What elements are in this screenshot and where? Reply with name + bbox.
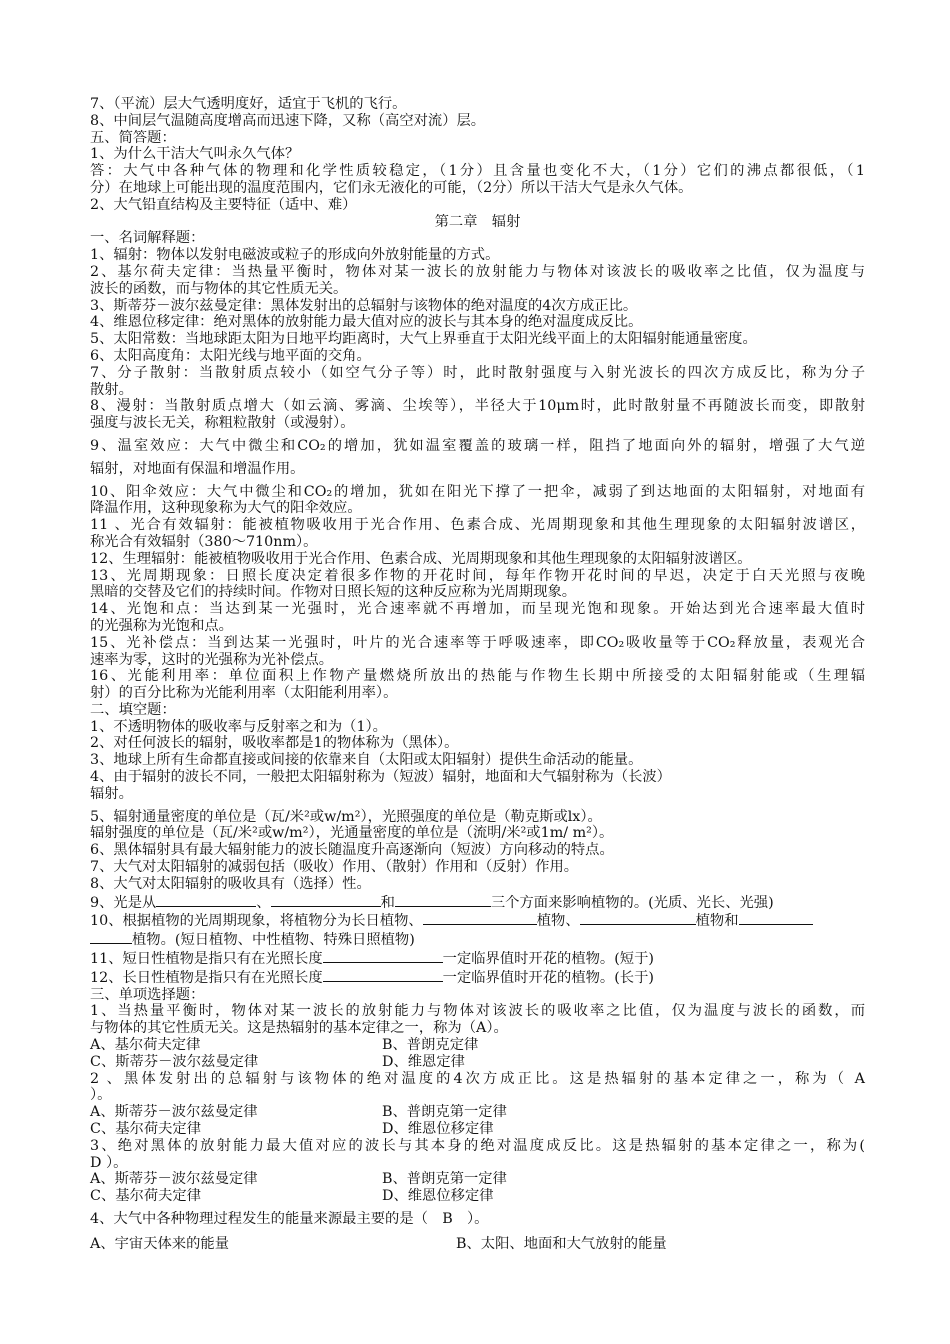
question-line: ）。 [90, 1087, 112, 1104]
definition-line: 强度与波长无关，称粗粒散射（或漫射）。 [90, 415, 355, 432]
chapter-title: 第二章 辐射 [434, 213, 521, 230]
question-line: D ）。 [90, 1154, 128, 1171]
line-text: 植物、 [536, 913, 580, 930]
question: 2、大气铅直结构及主要特征（适中、难） [90, 196, 357, 213]
line-text: 植物和 [695, 913, 739, 930]
definition-line: 速率为零，这时的光强称为光补偿点。 [90, 651, 334, 668]
option-d: D、维恩定律 [382, 1053, 465, 1070]
question-line: 4、大气中各种物理过程发生的能量来源最主要的是（ B ）。 [90, 1211, 489, 1227]
text-line: 7、（平流）层大气透明度好，适宜于飞机的飞行。 [90, 96, 407, 112]
definition-line: 2、基尔荷夫定律：当热量平衡时，物体对某一波长的放射能力与物体对该波长的吸收率之比值，仅为温度与 [90, 263, 865, 280]
option-c: C、基尔荷夫定律 [90, 1121, 202, 1138]
definition-line: 黑暗的交替及它们的持续时间。作物对日照长短的这种反应称为光周期现象。 [90, 584, 577, 601]
fill-blank-line: 7、大气对太阳辐射的减弱包括（吸收）作用、（散射）作用和（反射）作用。 [90, 859, 579, 876]
line-text: 、 [256, 894, 271, 911]
question-line: 与物体的其它性质无关。这是热辐射的基本定律之一，称为（A）。 [90, 1020, 508, 1037]
answer-blank [271, 893, 381, 907]
definition-line: 5、太阳常数：当地球距太阳为日地平均距离时，大气上界垂直于太阳光线平面上的太阳辐射能通量密度。 [90, 331, 757, 348]
answer-blank [423, 911, 537, 925]
definition-line: 15、光补偿点：当到达某一光强时，叶片的光合速率等于呼吸速率，即CO₂吸收量等于CO₂释放量，表观光合 [90, 634, 865, 651]
definition-line: 射）的百分比称为光能利用率（太阳能利用率）。 [90, 685, 398, 702]
option-b: B、太阳、地面和大气放射的能量 [456, 1235, 667, 1252]
question-line: 2 、黑体发射出的总辐射与该物体的绝对温度的4次方成正比。这是热辐射的基本定律之一，称为（ A [90, 1070, 865, 1087]
definition-line: 13、光周期现象：日照长度决定着很多作物的开花时间，每年作物开花时间的早迟，决定于白天光照与夜晚 [90, 567, 865, 584]
fill-blank-line [90, 911, 865, 930]
fill-blank-line: 辐射强度的单位是（瓦/米²或w/m²），光通量密度的单位是（流明/米²或1m/ m²）。 [90, 825, 614, 842]
line-text: 9、光是从 [90, 894, 157, 911]
option-row [90, 1104, 865, 1121]
definition-line: 8、漫射：当散射质点增大（如云滴、雾滴、尘埃等），半径大于10μm时，此时散射量不再随波长而变，即散射 [90, 398, 865, 415]
definition-line: 4、维恩位移定律：绝对黑体的放射能力最大值对应的波长与其本身的绝对温度成反比。 [90, 314, 643, 331]
fill-blank-line [90, 893, 865, 912]
answer-blank [323, 949, 443, 963]
question-line: 3、绝对黑体的放射能力最大值对应的波长与其本身的绝对温度成反比。这是热辐射的基本定律之一，称为( [90, 1137, 865, 1154]
option-row [90, 1121, 865, 1138]
fill-blank-line: 6、黑体辐射具有最大辐射能力的波长随温度升高逐渐向（短波）方向移动的特点。 [90, 842, 614, 859]
option-a: A、斯蒂芬－波尔兹曼定律 [90, 1171, 258, 1188]
answer-blank [580, 911, 696, 925]
option-b: B、普朗克第一定律 [382, 1104, 507, 1121]
answer-blank [90, 930, 132, 944]
answer-line: 答：大气中各种气体的物理和化学性质较稳定，（1分）且含量也变化不大，（1分）它们的沸点都很低，（1 [90, 163, 865, 180]
option-b: B、普朗克定律 [382, 1037, 479, 1054]
option-a: A、斯蒂芬－波尔兹曼定律 [90, 1104, 258, 1121]
option-row [90, 1236, 865, 1253]
fill-blank-line: 3、地球上所有生命都直接或间接的依靠来自（太阳或太阳辐射）提供生命活动的能量。 [90, 752, 643, 769]
answer-blank [395, 893, 491, 907]
option-a: A、基尔荷夫定律 [90, 1037, 201, 1054]
definition-line: 波长的函数，而与物体的其它性质无关。 [90, 280, 348, 297]
line-text: 12、长日性植物是指只有在光照长度 [90, 969, 323, 986]
line-text: 植物。(短日植物、中性植物、特殊日照植物) [132, 932, 415, 949]
definition-line: 辐射，对地面有保温和增温作用。 [90, 460, 305, 477]
text-line: 8、中间层气温随高度增高而迅速下降，又称（高空对流）层。 [90, 112, 486, 129]
option-d: D、维恩位移定律 [382, 1188, 494, 1205]
option-row [90, 1054, 865, 1071]
section-heading: 五、简答题： [90, 129, 176, 146]
fill-blank-line: 1、不透明物体的吸收率与反射率之和为（1）。 [90, 718, 387, 735]
option-d: D、维恩位移定律 [382, 1121, 494, 1138]
answer-line: 分）在地球上可能出现的温度范围内，它们永无液化的可能，（2分）所以干洁大气是永久气体。 [90, 179, 693, 196]
answer-blank [156, 893, 256, 907]
line-text: 三个方面来影响植物的。(光质、光长、光强) [490, 894, 774, 911]
definition-line: 散射。 [90, 381, 133, 398]
definition-line: 7、分子散射：当散射质点较小（如空气分子等）时，此时散射强度与入射光波长的四次方成反比，称为分子 [90, 364, 865, 381]
definition-line: 11 、光合有效辐射：能被植物吸收用于光合作用、色素合成、光周期现象和其他生理现象的太阳辐射波谱区， [90, 517, 865, 534]
fill-blank-line [90, 949, 865, 968]
answer-blank [323, 968, 443, 982]
definition-line: 称光合有效辐射（380～710nm）。 [90, 533, 318, 550]
line-text: 11、短日性植物是指只有在光照长度 [90, 951, 323, 968]
option-row [90, 1188, 865, 1205]
question-line: 1、当热量平衡时，物体对某一波长的放射能力与物体对该波长的吸收率之比值，仅为温度与波长的函数，而 [90, 1003, 865, 1020]
definition-line: 降温作用，这种现象称为大气的阳伞效应。 [90, 500, 362, 517]
definition-line: 10、阳伞效应：大气中微尘和CO₂的增加，犹如在阳光下撑了一把伞，减弱了到达地面的太阳辐射，对地面有 [90, 483, 865, 500]
definition-line: 12、生理辐射：能被植物吸收用于光合作用、色素合成、光周期现象和其他生理现象的太阳辐射波谱区。 [90, 550, 752, 567]
definition-line: 14、光饱和点：当达到某一光强时，光合速率就不再增加，而呈现光饱和现象。开始达到光合速率最大值时 [90, 601, 865, 618]
fill-blank-line: 辐射。 [90, 785, 133, 802]
option-b: B、普朗克第一定律 [382, 1171, 507, 1188]
fill-blank-line [90, 968, 865, 987]
fill-blank-line: 5、辐射通量密度的单位是（瓦/米²或w/m²），光照强度的单位是（勒克斯或lx）。 [90, 808, 602, 825]
option-a: A、宇宙天体来的能量 [90, 1235, 229, 1252]
section-heading: 一、名词解释题： [90, 230, 205, 247]
option-row [90, 1037, 865, 1054]
option-c: C、斯蒂芬－波尔兹曼定律 [90, 1053, 259, 1070]
option-c: C、基尔荷夫定律 [90, 1188, 202, 1205]
line-text: 一定临界值时开花的植物。(短于) [442, 951, 654, 968]
fill-blank-line: 8、大气对太阳辐射的吸收具有（选择）性。 [90, 875, 371, 892]
line-text: 10、根据植物的光周期现象，将植物分为长日植物、 [90, 913, 423, 930]
definition-line: 9、温室效应：大气中微尘和CO₂的增加，犹如温室覆盖的玻璃一样，阻挡了地面向外的辐射，增强了大气逆 [90, 437, 865, 454]
section-heading: 二、填空题： [90, 701, 176, 718]
definition-line: 3、斯蒂芬－波尔兹曼定律：黑体发射出的总辐射与该物体的绝对温度的4次方成正比。 [90, 297, 638, 314]
answer-blank [739, 911, 813, 925]
line-text: 和 [380, 894, 395, 911]
question: 1、为什么干洁大气叫永久气体？ [90, 146, 300, 163]
fill-blank-line [90, 930, 865, 949]
fill-blank-line: 2、对任何波长的辐射，吸收率都是1的物体称为（黑体）。 [90, 735, 459, 752]
definition-line: 1、辐射：物体以发射电磁波或粒子的形成向外放射能量的方式。 [90, 247, 500, 264]
document-page [90, 96, 865, 1253]
definition-line: 16、光能利用率：单位面积上作物产量燃烧所放出的热能与作物生长期中所接受的太阳辐射能或（生理辐 [90, 668, 865, 685]
line-text: 一定临界值时开花的植物。(长于) [442, 969, 654, 986]
option-row [90, 1171, 865, 1188]
section-heading: 三、单项选择题： [90, 986, 205, 1003]
fill-blank-line: 4、由于辐射的波长不同，一般把太阳辐射称为（短波）辐射，地面和大气辐射称为（长波） [90, 769, 671, 786]
definition-line: 6、太阳高度角：太阳光线与地平面的交角。 [90, 347, 371, 364]
definition-line: 的光强称为光饱和点。 [90, 617, 233, 634]
